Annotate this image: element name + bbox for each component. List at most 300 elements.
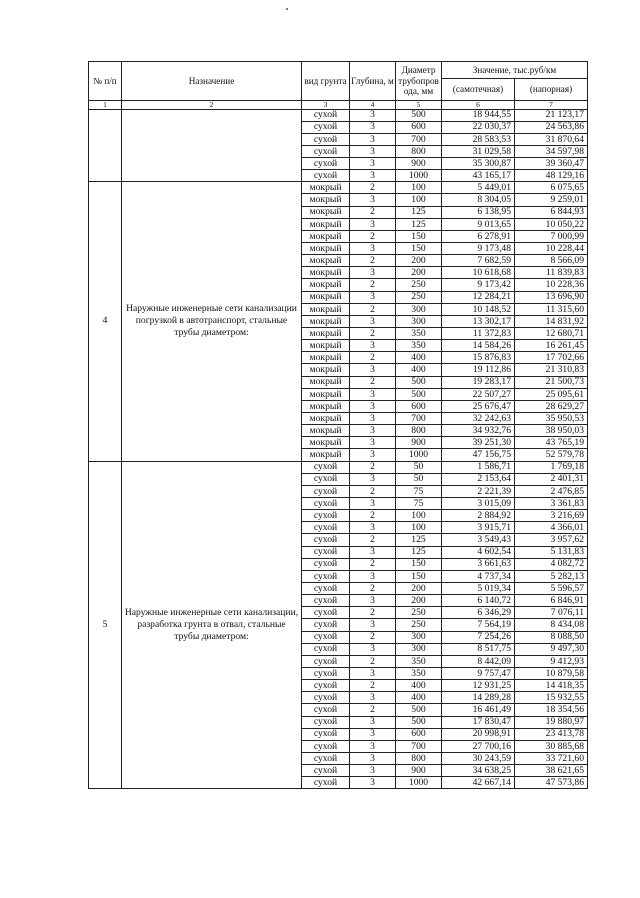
gravity-value-cell: 3 549,43 bbox=[442, 534, 515, 546]
soil-cell: сухой bbox=[302, 655, 350, 667]
gravity-value-cell: 43 165,17 bbox=[442, 170, 515, 182]
gravity-value-cell: 22 030,37 bbox=[442, 121, 515, 133]
depth-cell: 3 bbox=[350, 133, 396, 145]
depth-cell: 3 bbox=[350, 145, 396, 157]
diameter-cell: 200 bbox=[396, 255, 442, 267]
pressure-value-cell: 4 366,01 bbox=[515, 522, 588, 534]
gravity-value-cell: 39 251,30 bbox=[442, 437, 515, 449]
diameter-cell: 300 bbox=[396, 631, 442, 643]
depth-cell: 2 bbox=[350, 680, 396, 692]
header-purpose: Назначение bbox=[122, 62, 302, 101]
pressure-value-cell: 9 412,93 bbox=[515, 655, 588, 667]
pressure-value-cell: 14 418,35 bbox=[515, 680, 588, 692]
table-row bbox=[89, 182, 588, 194]
soil-cell: сухой bbox=[302, 740, 350, 752]
diameter-cell: 1000 bbox=[396, 449, 442, 461]
soil-cell: сухой bbox=[302, 777, 350, 789]
depth-cell: 2 bbox=[350, 461, 396, 473]
pressure-value-cell: 13 696,90 bbox=[515, 291, 588, 303]
soil-cell: мокрый bbox=[302, 182, 350, 194]
diameter-cell: 250 bbox=[396, 607, 442, 619]
pressure-value-cell: 7 076,11 bbox=[515, 607, 588, 619]
pressure-value-cell: 2 401,31 bbox=[515, 473, 588, 485]
pressure-value-cell: 6 844,93 bbox=[515, 206, 588, 218]
header-num: № п/п bbox=[89, 62, 122, 101]
gravity-value-cell: 32 242,63 bbox=[442, 413, 515, 425]
gravity-value-cell: 5 019,34 bbox=[442, 582, 515, 594]
column-number-3: 3 bbox=[302, 101, 350, 110]
soil-cell: сухой bbox=[302, 461, 350, 473]
diameter-cell: 700 bbox=[396, 133, 442, 145]
diameter-cell: 1000 bbox=[396, 170, 442, 182]
gravity-value-cell: 19 112,86 bbox=[442, 364, 515, 376]
diameter-cell: 100 bbox=[396, 522, 442, 534]
depth-cell: 2 bbox=[350, 607, 396, 619]
soil-cell: мокрый bbox=[302, 352, 350, 364]
diameter-cell: 150 bbox=[396, 243, 442, 255]
depth-cell: 2 bbox=[350, 534, 396, 546]
header-depth: Глубина, м bbox=[350, 62, 396, 101]
diameter-cell: 800 bbox=[396, 425, 442, 437]
pressure-value-cell: 3 957,62 bbox=[515, 534, 588, 546]
depth-cell: 2 bbox=[350, 376, 396, 388]
pressure-value-cell: 23 413,78 bbox=[515, 728, 588, 740]
gravity-value-cell: 7 254,26 bbox=[442, 631, 515, 643]
column-number-5: 5 bbox=[396, 101, 442, 110]
depth-cell: 3 bbox=[350, 498, 396, 510]
diameter-cell: 500 bbox=[396, 376, 442, 388]
soil-cell: мокрый bbox=[302, 218, 350, 230]
column-number-4: 4 bbox=[350, 101, 396, 110]
gravity-value-cell: 7 682,59 bbox=[442, 255, 515, 267]
gravity-value-cell: 3 915,71 bbox=[442, 522, 515, 534]
gravity-value-cell: 10 618,68 bbox=[442, 267, 515, 279]
gravity-value-cell: 8 304,05 bbox=[442, 194, 515, 206]
header-value: Значение, тыс.руб/км bbox=[442, 62, 588, 79]
soil-cell: мокрый bbox=[302, 364, 350, 376]
depth-cell: 3 bbox=[350, 315, 396, 327]
soil-cell: сухой bbox=[302, 133, 350, 145]
depth-cell: 2 bbox=[350, 558, 396, 570]
diameter-cell: 100 bbox=[396, 182, 442, 194]
depth-cell: 2 bbox=[350, 582, 396, 594]
gravity-value-cell: 13 302,17 bbox=[442, 315, 515, 327]
depth-cell: 3 bbox=[350, 218, 396, 230]
soil-cell: сухой bbox=[302, 485, 350, 497]
pressure-value-cell: 14 831,92 bbox=[515, 315, 588, 327]
soil-cell: сухой bbox=[302, 534, 350, 546]
diameter-cell: 700 bbox=[396, 413, 442, 425]
pressure-value-cell: 34 597,98 bbox=[515, 145, 588, 157]
gravity-value-cell: 35 300,87 bbox=[442, 158, 515, 170]
diameter-cell: 600 bbox=[396, 400, 442, 412]
pressure-value-cell: 28 629,27 bbox=[515, 400, 588, 412]
soil-cell: сухой bbox=[302, 680, 350, 692]
diameter-cell: 500 bbox=[396, 388, 442, 400]
depth-cell: 2 bbox=[350, 328, 396, 340]
depth-cell: 2 bbox=[350, 510, 396, 522]
pressure-value-cell: 11 839,83 bbox=[515, 267, 588, 279]
depth-cell: 3 bbox=[350, 752, 396, 764]
depth-cell: 2 bbox=[350, 255, 396, 267]
gravity-value-cell: 4 602,54 bbox=[442, 546, 515, 558]
diameter-cell: 400 bbox=[396, 680, 442, 692]
diameter-cell: 1000 bbox=[396, 777, 442, 789]
gravity-value-cell: 3 015,09 bbox=[442, 498, 515, 510]
pressure-value-cell: 16 261,45 bbox=[515, 340, 588, 352]
gravity-value-cell: 2 153,64 bbox=[442, 473, 515, 485]
diameter-cell: 100 bbox=[396, 194, 442, 206]
pressure-value-cell: 5 596,57 bbox=[515, 582, 588, 594]
price-table bbox=[88, 61, 588, 789]
depth-cell: 2 bbox=[350, 655, 396, 667]
diameter-cell: 200 bbox=[396, 582, 442, 594]
pressure-value-cell: 39 360,47 bbox=[515, 158, 588, 170]
depth-cell: 3 bbox=[350, 109, 396, 121]
gravity-value-cell: 9 173,42 bbox=[442, 279, 515, 291]
gravity-value-cell: 1 586,71 bbox=[442, 461, 515, 473]
diameter-cell: 150 bbox=[396, 230, 442, 242]
table-row bbox=[89, 461, 588, 473]
soil-cell: сухой bbox=[302, 728, 350, 740]
diameter-cell: 900 bbox=[396, 765, 442, 777]
pressure-value-cell: 48 129,16 bbox=[515, 170, 588, 182]
gravity-value-cell: 34 638,25 bbox=[442, 765, 515, 777]
diameter-cell: 300 bbox=[396, 315, 442, 327]
depth-cell: 3 bbox=[350, 449, 396, 461]
diameter-cell: 600 bbox=[396, 728, 442, 740]
column-number-7: 7 bbox=[515, 101, 588, 110]
depth-cell: 3 bbox=[350, 340, 396, 352]
depth-cell: 2 bbox=[350, 182, 396, 194]
depth-cell: 3 bbox=[350, 121, 396, 133]
diameter-cell: 700 bbox=[396, 740, 442, 752]
diameter-cell: 800 bbox=[396, 145, 442, 157]
pressure-value-cell: 5 282,13 bbox=[515, 570, 588, 582]
depth-cell: 3 bbox=[350, 437, 396, 449]
pressure-value-cell: 47 573,86 bbox=[515, 777, 588, 789]
diameter-cell: 350 bbox=[396, 328, 442, 340]
depth-cell: 3 bbox=[350, 692, 396, 704]
depth-cell: 3 bbox=[350, 765, 396, 777]
depth-cell: 2 bbox=[350, 485, 396, 497]
pressure-value-cell: 3 216,69 bbox=[515, 510, 588, 522]
soil-cell: мокрый bbox=[302, 303, 350, 315]
header-pressure: (напорная) bbox=[515, 79, 588, 101]
gravity-value-cell: 6 138,95 bbox=[442, 206, 515, 218]
section-purpose: Наружные инженерные сети канализации погрузкой в автотранспорт, стальные трубы диаметром: bbox=[122, 182, 302, 461]
diameter-cell: 150 bbox=[396, 570, 442, 582]
soil-cell: сухой bbox=[302, 570, 350, 582]
pressure-value-cell: 19 880,97 bbox=[515, 716, 588, 728]
depth-cell: 3 bbox=[350, 619, 396, 631]
gravity-value-cell: 22 507,27 bbox=[442, 388, 515, 400]
soil-cell: сухой bbox=[302, 631, 350, 643]
diameter-cell: 125 bbox=[396, 546, 442, 558]
pressure-value-cell: 7 000,99 bbox=[515, 230, 588, 242]
diameter-cell: 125 bbox=[396, 218, 442, 230]
soil-cell: мокрый bbox=[302, 376, 350, 388]
diameter-cell: 500 bbox=[396, 716, 442, 728]
depth-cell: 2 bbox=[350, 206, 396, 218]
pressure-value-cell: 5 131,83 bbox=[515, 546, 588, 558]
pressure-value-cell: 15 932,55 bbox=[515, 692, 588, 704]
pressure-value-cell: 24 563,86 bbox=[515, 121, 588, 133]
depth-cell: 3 bbox=[350, 388, 396, 400]
soil-cell: мокрый bbox=[302, 425, 350, 437]
gravity-value-cell: 16 461,49 bbox=[442, 704, 515, 716]
pressure-value-cell: 25 095,61 bbox=[515, 388, 588, 400]
diameter-cell: 100 bbox=[396, 510, 442, 522]
soil-cell: сухой bbox=[302, 619, 350, 631]
depth-cell: 3 bbox=[350, 194, 396, 206]
section-number: 5 bbox=[89, 461, 122, 789]
depth-cell: 2 bbox=[350, 303, 396, 315]
table-row bbox=[89, 109, 588, 121]
diameter-cell: 400 bbox=[396, 364, 442, 376]
soil-cell: сухой bbox=[302, 145, 350, 157]
diameter-cell: 600 bbox=[396, 121, 442, 133]
soil-cell: мокрый bbox=[302, 206, 350, 218]
depth-cell: 3 bbox=[350, 425, 396, 437]
soil-cell: сухой bbox=[302, 643, 350, 655]
depth-cell: 3 bbox=[350, 267, 396, 279]
gravity-value-cell: 25 676,47 bbox=[442, 400, 515, 412]
soil-cell: сухой bbox=[302, 158, 350, 170]
gravity-value-cell: 2 884,92 bbox=[442, 510, 515, 522]
gravity-value-cell: 7 564,19 bbox=[442, 619, 515, 631]
gravity-value-cell: 3 661,63 bbox=[442, 558, 515, 570]
depth-cell: 2 bbox=[350, 631, 396, 643]
pressure-value-cell: 9 497,30 bbox=[515, 643, 588, 655]
depth-cell: 2 bbox=[350, 230, 396, 242]
depth-cell: 3 bbox=[350, 364, 396, 376]
soil-cell: мокрый bbox=[302, 388, 350, 400]
depth-cell: 3 bbox=[350, 522, 396, 534]
diameter-cell: 75 bbox=[396, 498, 442, 510]
soil-cell: мокрый bbox=[302, 279, 350, 291]
pressure-value-cell: 35 950,53 bbox=[515, 413, 588, 425]
soil-cell: сухой bbox=[302, 595, 350, 607]
soil-cell: мокрый bbox=[302, 328, 350, 340]
depth-cell: 3 bbox=[350, 570, 396, 582]
diameter-cell: 400 bbox=[396, 352, 442, 364]
depth-cell: 3 bbox=[350, 728, 396, 740]
gravity-value-cell: 19 283,17 bbox=[442, 376, 515, 388]
gravity-value-cell: 6 346,29 bbox=[442, 607, 515, 619]
diameter-cell: 500 bbox=[396, 109, 442, 121]
depth-cell: 3 bbox=[350, 546, 396, 558]
diameter-cell: 125 bbox=[396, 206, 442, 218]
pressure-value-cell: 8 434,08 bbox=[515, 619, 588, 631]
pressure-value-cell: 33 721,60 bbox=[515, 752, 588, 764]
soil-cell: сухой bbox=[302, 510, 350, 522]
depth-cell: 3 bbox=[350, 740, 396, 752]
pressure-value-cell: 10 228,44 bbox=[515, 243, 588, 255]
depth-cell: 3 bbox=[350, 473, 396, 485]
depth-cell: 3 bbox=[350, 667, 396, 679]
soil-cell: сухой bbox=[302, 582, 350, 594]
diameter-cell: 350 bbox=[396, 655, 442, 667]
gravity-value-cell: 17 830,47 bbox=[442, 716, 515, 728]
diameter-cell: 50 bbox=[396, 473, 442, 485]
pressure-value-cell: 21 310,83 bbox=[515, 364, 588, 376]
depth-cell: 3 bbox=[350, 170, 396, 182]
soil-cell: мокрый bbox=[302, 291, 350, 303]
gravity-value-cell: 47 156,75 bbox=[442, 449, 515, 461]
diameter-cell: 500 bbox=[396, 704, 442, 716]
pressure-value-cell: 43 765,19 bbox=[515, 437, 588, 449]
diameter-cell: 250 bbox=[396, 619, 442, 631]
soil-cell: сухой bbox=[302, 558, 350, 570]
pressure-value-cell: 10 879,58 bbox=[515, 667, 588, 679]
diameter-cell: 250 bbox=[396, 291, 442, 303]
column-number-1: 1 bbox=[89, 101, 122, 110]
column-number-row bbox=[89, 101, 588, 110]
soil-cell: мокрый bbox=[302, 243, 350, 255]
scan-speck bbox=[286, 8, 288, 10]
soil-cell: сухой bbox=[302, 498, 350, 510]
diameter-cell: 300 bbox=[396, 303, 442, 315]
gravity-value-cell: 20 998,91 bbox=[442, 728, 515, 740]
gravity-value-cell: 2 221,39 bbox=[442, 485, 515, 497]
gravity-value-cell: 27 700,16 bbox=[442, 740, 515, 752]
pressure-value-cell: 52 579,78 bbox=[515, 449, 588, 461]
gravity-value-cell: 28 583,53 bbox=[442, 133, 515, 145]
diameter-cell: 200 bbox=[396, 595, 442, 607]
soil-cell: мокрый bbox=[302, 315, 350, 327]
pressure-value-cell: 17 702,66 bbox=[515, 352, 588, 364]
soil-cell: сухой bbox=[302, 667, 350, 679]
depth-cell: 3 bbox=[350, 291, 396, 303]
soil-cell: мокрый bbox=[302, 230, 350, 242]
depth-cell: 3 bbox=[350, 716, 396, 728]
gravity-value-cell: 30 243,59 bbox=[442, 752, 515, 764]
diameter-cell: 350 bbox=[396, 667, 442, 679]
pressure-value-cell: 10 050,22 bbox=[515, 218, 588, 230]
diameter-cell: 150 bbox=[396, 558, 442, 570]
section-purpose: Наружные инженерные сети канализации, разработка грунта в отвал, стальные трубы диаметром: bbox=[122, 461, 302, 789]
depth-cell: 2 bbox=[350, 279, 396, 291]
soil-cell: сухой bbox=[302, 109, 350, 121]
gravity-value-cell: 12 931,25 bbox=[442, 680, 515, 692]
soil-cell: сухой bbox=[302, 522, 350, 534]
pressure-value-cell: 10 228,36 bbox=[515, 279, 588, 291]
gravity-value-cell: 10 148,52 bbox=[442, 303, 515, 315]
gravity-value-cell: 9 757,47 bbox=[442, 667, 515, 679]
gravity-value-cell: 8 517,75 bbox=[442, 643, 515, 655]
soil-cell: сухой bbox=[302, 716, 350, 728]
pressure-value-cell: 6 846,91 bbox=[515, 595, 588, 607]
depth-cell: 2 bbox=[350, 704, 396, 716]
diameter-cell: 800 bbox=[396, 752, 442, 764]
pressure-value-cell: 1 769,18 bbox=[515, 461, 588, 473]
gravity-value-cell: 31 029,58 bbox=[442, 145, 515, 157]
diameter-cell: 200 bbox=[396, 267, 442, 279]
gravity-value-cell: 14 289,28 bbox=[442, 692, 515, 704]
pressure-value-cell: 11 315,60 bbox=[515, 303, 588, 315]
diameter-cell: 400 bbox=[396, 692, 442, 704]
diameter-cell: 250 bbox=[396, 279, 442, 291]
pressure-value-cell: 12 680,71 bbox=[515, 328, 588, 340]
pressure-value-cell: 3 361,83 bbox=[515, 498, 588, 510]
header-diameter: Диаметр трубопров ода, мм bbox=[396, 62, 442, 101]
gravity-value-cell: 15 876,83 bbox=[442, 352, 515, 364]
soil-cell: сухой bbox=[302, 752, 350, 764]
depth-cell: 3 bbox=[350, 158, 396, 170]
pressure-value-cell: 21 500,73 bbox=[515, 376, 588, 388]
pressure-value-cell: 6 075,65 bbox=[515, 182, 588, 194]
header-soil: вид грунта bbox=[302, 62, 350, 101]
gravity-value-cell: 14 584,26 bbox=[442, 340, 515, 352]
section-number: 4 bbox=[89, 182, 122, 461]
depth-cell: 2 bbox=[350, 352, 396, 364]
pressure-value-cell: 38 950,03 bbox=[515, 425, 588, 437]
soil-cell: мокрый bbox=[302, 194, 350, 206]
gravity-value-cell: 5 449,01 bbox=[442, 182, 515, 194]
diameter-cell: 300 bbox=[396, 643, 442, 655]
soil-cell: сухой bbox=[302, 546, 350, 558]
gravity-value-cell: 11 372,83 bbox=[442, 328, 515, 340]
gravity-value-cell: 6 140,72 bbox=[442, 595, 515, 607]
soil-cell: сухой bbox=[302, 704, 350, 716]
column-number-6: 6 bbox=[442, 101, 515, 110]
soil-cell: мокрый bbox=[302, 255, 350, 267]
gravity-value-cell: 8 442,09 bbox=[442, 655, 515, 667]
pressure-value-cell: 8 088,50 bbox=[515, 631, 588, 643]
depth-cell: 3 bbox=[350, 243, 396, 255]
depth-cell: 3 bbox=[350, 777, 396, 789]
gravity-value-cell: 34 932,76 bbox=[442, 425, 515, 437]
soil-cell: сухой bbox=[302, 765, 350, 777]
diameter-cell: 350 bbox=[396, 340, 442, 352]
section-number bbox=[89, 109, 122, 182]
pressure-value-cell: 9 259,01 bbox=[515, 194, 588, 206]
soil-cell: сухой bbox=[302, 170, 350, 182]
pressure-value-cell: 2 476,85 bbox=[515, 485, 588, 497]
section-purpose bbox=[122, 109, 302, 182]
soil-cell: мокрый bbox=[302, 449, 350, 461]
gravity-value-cell: 9 013,65 bbox=[442, 218, 515, 230]
diameter-cell: 125 bbox=[396, 534, 442, 546]
pressure-value-cell: 21 123,17 bbox=[515, 109, 588, 121]
soil-cell: мокрый bbox=[302, 400, 350, 412]
diameter-cell: 50 bbox=[396, 461, 442, 473]
header-gravity: (самотечная) bbox=[442, 79, 515, 101]
depth-cell: 3 bbox=[350, 400, 396, 412]
soil-cell: мокрый bbox=[302, 267, 350, 279]
depth-cell: 3 bbox=[350, 595, 396, 607]
soil-cell: мокрый bbox=[302, 437, 350, 449]
diameter-cell: 900 bbox=[396, 437, 442, 449]
pressure-value-cell: 30 885,68 bbox=[515, 740, 588, 752]
soil-cell: мокрый bbox=[302, 340, 350, 352]
gravity-value-cell: 12 284,21 bbox=[442, 291, 515, 303]
soil-cell: сухой bbox=[302, 692, 350, 704]
pressure-value-cell: 4 082,72 bbox=[515, 558, 588, 570]
soil-cell: сухой bbox=[302, 607, 350, 619]
soil-cell: сухой bbox=[302, 473, 350, 485]
depth-cell: 3 bbox=[350, 643, 396, 655]
gravity-value-cell: 18 944,55 bbox=[442, 109, 515, 121]
diameter-cell: 75 bbox=[396, 485, 442, 497]
column-number-2: 2 bbox=[122, 101, 302, 110]
soil-cell: сухой bbox=[302, 121, 350, 133]
pressure-value-cell: 31 870,64 bbox=[515, 133, 588, 145]
soil-cell: мокрый bbox=[302, 413, 350, 425]
gravity-value-cell: 4 737,34 bbox=[442, 570, 515, 582]
diameter-cell: 900 bbox=[396, 158, 442, 170]
